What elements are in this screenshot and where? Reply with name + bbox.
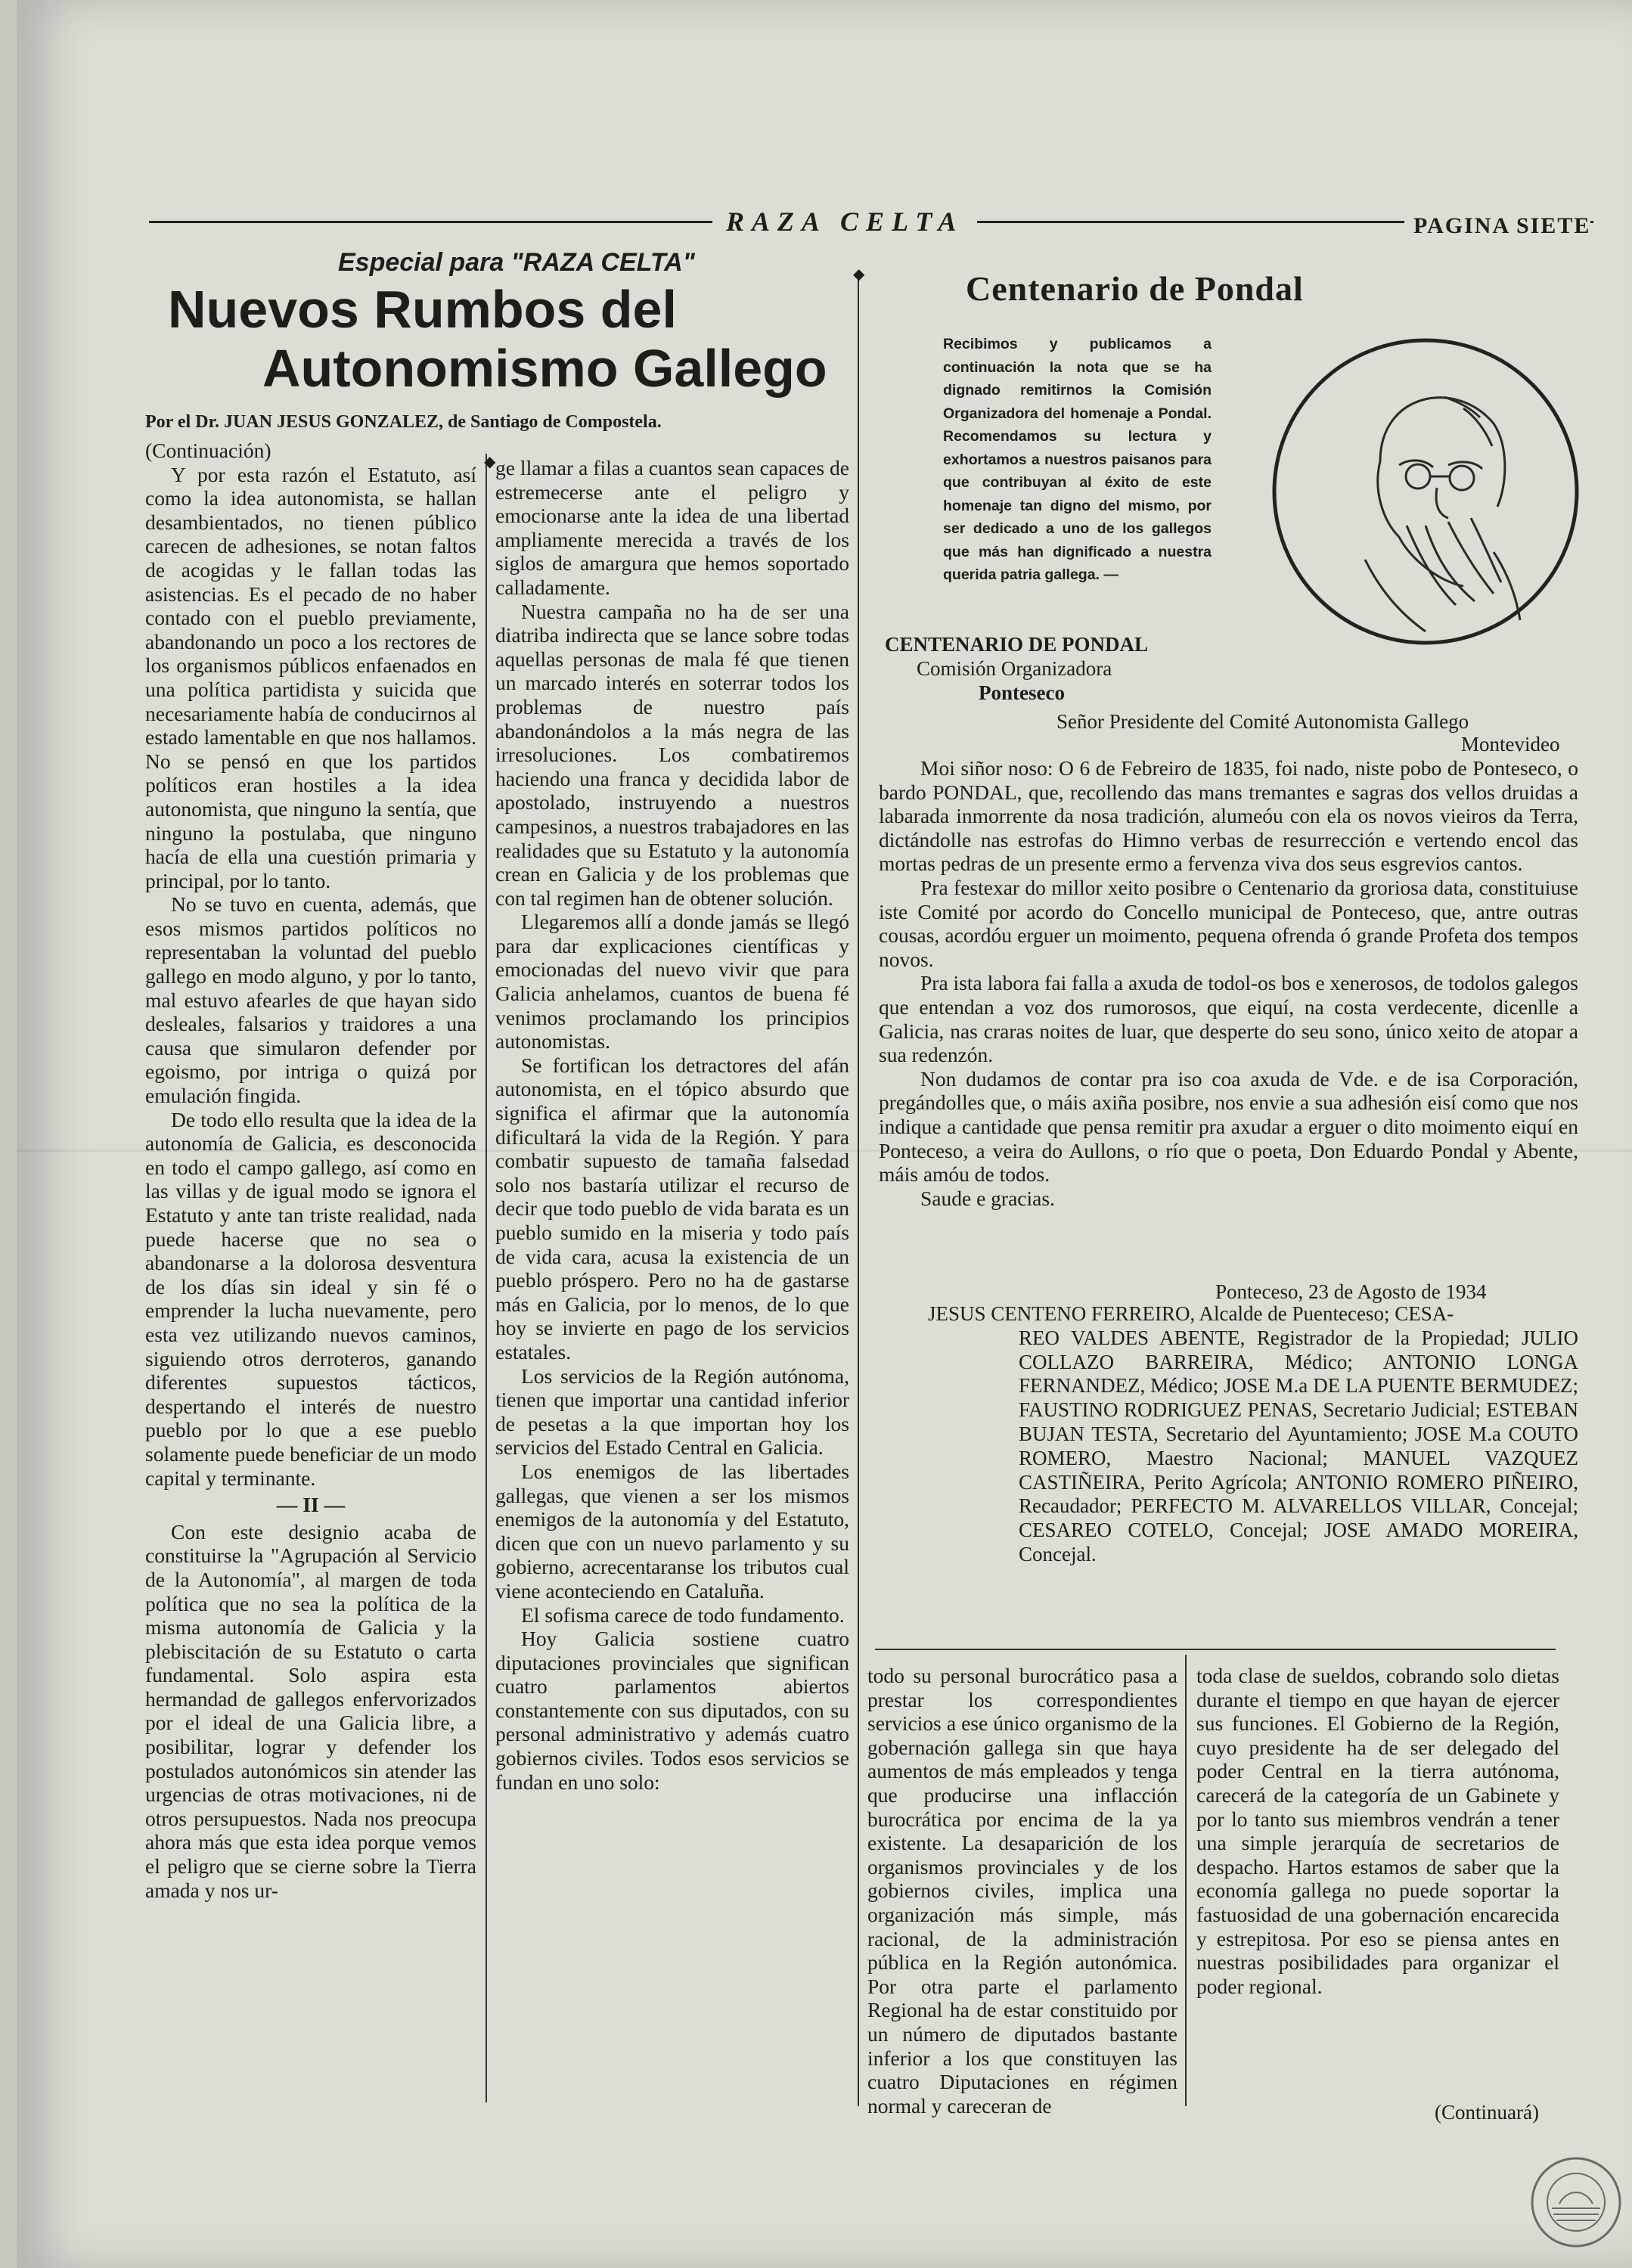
paragraph: todo su personal burocrático pasa a prestar los correspondientes servicios a ese único organismo de la gobernación gallega sin que haya aumentos de más empleados y tenga que producirse una inflacción burocrática por encima de la ya existente. La desaparición de los organismos provinciales y de los gobiernos civiles, implica una organización más simple, más racional, de la administración pública en la Región autonómica. Por otra parte el parlamento Regional ha de estar constituido por un número de diputados bastante inferior a los que constituyen las cuatro Diputaciones en régimen normal y careceran de [867,1664,1177,2118]
letterhead-place: Ponteseco [979,681,1065,704]
article-column-2 [495,456,849,2105]
letter-paragraph: Pra festexar do millor xeito posibre o Centenario da groriosa data, constituiuse iste Comité por acordo do Concello municipal de Ponteceso, que, antre outras cousas, acordóu erguer un moimento, pequena ofrenda ó grande Profeta dos tempos novos. [879,875,1578,971]
article-headline [168,280,860,398]
paragraph: Hoy Galicia sostiene cuatro diputaciones provinciales que significan cuatro parlamentos abiertos constantemente con sus diputados, con su personal administrativo y además cuatro gobiernos civiles. Todos esos servicios se fundan en uno solo: [495,1627,849,1794]
paragraph: Llegaremos allí a donde jamás se llegó para dar explicaciones científicas y emocionadas del nuevo vivir que para Galicia anhelamos, cuantos de buena fé venimos proclamando los principios autonomistas. [495,910,849,1053]
special-for-label: Especial para "RAZA CELTA" [338,248,695,277]
article-column-4 [1196,1664,1559,2087]
letter-signers [928,1302,1578,1567]
article-column-1 [145,439,476,2106]
signers-list: REO VALDES ABENTE, Registrador de la Propiedad; JULIO COLLAZO BARREIRA, Médico; ANTONIO LONGA FERNANDEZ, Médico; JOSE M.a DE LA PUENTE BERMUDEZ; FAUSTINO RODRIGUEZ PENAS, Secretario Judicial; ESTEBAN BUJAN TESTA, Secretario del Ayuntamiento; JOSE M.a COUTO ROMERO, Maestro Nacional; MANUEL VAZQUEZ CASTIÑEIRA, Perito Agrícola; ANTONIO ROMERO PIÑEIRO, Recaudador; PERFECTO M. ALVARELLOS VILLAR, Concejal; CESAREO COTELO, Concejal; JOSE AMADO MOREIRA, Concejal. [1019,1326,1578,1565]
section-number: — II — [276,1493,346,1517]
diamond-ornament: ◆ [853,266,865,283]
diamond-ornament: ◆ [484,454,496,470]
pondal-portrait-illustration [1267,333,1584,650]
letter-addressee-city: Montevideo [1461,733,1560,755]
continued-note: (Continuará) [1435,2101,1539,2124]
paragraph: No se tuvo en cuenta, además, que esos mismos partidos políticos no representaban la voluntad del pueblo gallego en modo alguno, y por lo tanto, mal estuvo afearles de que hayan sido desleales, falsarios y traidores a una causa que simularon defender por egoismo, por intriga o quizá por emulación fingida. [145,892,476,1108]
paragraph: Con este designio acaba de constituirse la "Agrupación al Servicio de la Autonomía", al margen de toda política que no sea la política de la misma autonomía de Galicia y la plebiscitación de su Estatuto o carta fundamental. Solo aspira esta hermandad de gallegos enfervorizados por el ideal de una Galicia libre, a posibilitar, lograr y defender los postulados autonómicos sin atender las urgencias de otras motivaciones, ni de otros persupuestos. Nada nos preocupa ahora más que esta idea porque vemos el peligro que se cierne sobre la Tierra amada y nos ur- [145,1519,476,1902]
left-column-rule [486,454,487,2102]
continuation-note: (Continuación) [145,439,271,462]
section-divider [875,1649,1556,1650]
right-column-rule [1185,1655,1187,2106]
paragraph: De todo ello resulta que la idea de la autonomía de Galicia, es desconocida en todo el campo gallego, así como en las villas y de igual modo se ignora el Estatuto y ante tan triste realidad, nada puede hacerse que no sea o abandonarse a la dolorosa desventura de los días sin ideal y sin fé o emprender la lucha nuevamente, pero esta vez utilizando nuevos caminos, siguiendo otros derroteros, ganando diferentes supuestos tácticos, despertando el interés de nuestro pueblo por lo que a ese pueblo solamente puede beneficiar de un modo capital y terminante. [145,1107,476,1490]
paragraph: El sofisma carece de todo fundamento. [521,1602,845,1627]
center-column-rule [858,272,859,2106]
headline-line-2: Autonomismo Gallego [262,339,827,398]
letter-paragraph: Saude e gracias. [920,1186,1055,1210]
paragraph: ge llamar a filas a cuantos sean capaces de estremecerse ante el peligro y emocionarse ante la idea de una libertad ampliamente merecida a través de los siglos de amargura que hemos soportado calladamente. [495,456,849,599]
paragraph: toda clase de sueldos, cobrando solo dietas durante el tiempo en que hayan de ejercer sus funciones. El Gobierno de la Región, cuyo presidente ha de ser delegado del poder Central en la tierra autónoma, carecerá de la categoría de un Gabinete y por lo tanto sus miembros vendrán a tener una simple jerarquía de secretarios de despacho. Hartos estamos de saber que la economía gallega no puede soportar la fastuosidad de una gobernación encarecida y estrepitosa. Por eso se piensa antes en nuestras posibilidades para organizar el poder regional. [1196,1664,1559,1998]
headline-line-1: Nuevos Rumbos del [168,280,677,339]
paragraph: Se fortifican los detractores del afán autonomista, en el tópico absurdo que significa el afirmar que la autonomía dificultará la vida de la Región. Y para combatir supuesto de tamaña falsedad solo nos bastaría utilizar el recurso de decir que todo pueblo de vida barata es un pueblo sumido en la miseria y todo país de vida cara, acusa la existencia de un pueblo próspero. Pero no ha de gastarse más en Galicia, por lo menos, de lo que hoy se invierte en pago de los servicios estatales. [495,1053,849,1364]
page-number-label: PAGINA SIETE [1404,213,1590,239]
article-byline: Por el Dr. JUAN JESUS GONZALEZ, de Santiago de Compostela. [145,412,662,432]
article-column-3 [867,1664,1177,2118]
paragraph: Los servicios de la Región autónoma, tienen que importar una cantidad inferior de pesetas a la que importan hoy los servicios del Estado Central en Galicia. [495,1364,849,1460]
letter-body [879,756,1578,1210]
newspaper-title: RAZA CELTA [712,206,977,237]
letter-addressee: Señor Presidente del Comité Autonomista Gallego [1056,710,1469,733]
letterhead-committee: Comisión Organizadora [917,657,1112,680]
centenario-intro: Recibimos y publicamos a continuación la nota que se ha dignado remitirnos la Comisión Organizadora del homenaje a Pondal. Recomendamos su lectura y exhortamos a nuestros paisanos para que contribuyan al éxito de este homenaje tan digno del mismo, por ser dedicado a uno de los gallegos que más han dignificado a nuestra querida patria gallega. — [943,336,1212,583]
letterhead-title: CENTENARIO DE PONDAL [885,633,1149,656]
letter-place-date: Ponteceso, 23 de Agosto de 1934 [1215,1280,1487,1303]
centenario-title: Centenario de Pondal [966,269,1304,308]
letter-paragraph: Moi siñor noso: O 6 de Febreiro de 1835, foi nado, niste pobo de Ponteseco, o bardo PONDAL, que, recollendo das mans tremantes e sagras dos vellos druidas a labarada inmorrente da nosa tradición, alumeóu con ela os novos vieiros da Terra, dictándolle nas estrofas do Himno verbas de resurrección e vertendo encol das mortas pedras de un presente ermo a fervenza viva dos seus esgrevios cantos. [879,756,1578,876]
signers-first-line: JESUS CENTENO FERREIRO, Alcalde de Puenteceso; CESA- [928,1302,1454,1325]
paragraph: Nuestra campaña no ha de ser una diatriba indirecta que se lance sobre todas aquellas personas de mala fé que tienen un marcado interés en soterrar todos los problemas de nuestro país abandonándolos a la más negra de las irresoluciones. Los combatiremos haciendo una franca y decidida labor de apostolado, instruyendo a nuestros campesinos, a nuestros trabajadores en las realidades que su Estatuto y la autonomía crean en Galicia y de los problemas que con tal regimen han de obtener solución. [495,599,849,910]
letter-paragraph: Non dudamos de contar pra iso coa axuda de Vde. e de isa Corporación, pregándolles que, o máis axiña posibre, nos envie a sua adhesión eisí como que nos indique a cantidade que pensa remitir pra axudar a erguer o dito moimento eiquí en Ponteceso, a veira do Aullons, o río que o poeta, Don Eduardo Pondal y Abente, máis amóu de todos. [879,1066,1578,1187]
paragraph: Los enemigos de las libertades gallegas, que vienen a ser los mismos enemigos de la autonomía y del Estatuto, dicen que con un nuevo parlamento y su gobierno, acrecentaranse los tributos cual viene aconteciendo en Cataluña. [495,1459,849,1602]
paragraph: Y por esta razón el Estatuto, así como la idea autonomista, se hallan desambientados, no tienen público carecen de adhesiones, se notan faltos de acogidas y le fallan todas las asistencias. Es el pecado de no haber contado con el pueblo previamente, abandonando un poco a los rectores de los organismos públicos enfaenados en una política partidista y suicida que necesariamente había de conducirnos al estado lamentable en que nos hallamos. No se pensó en que los partidos políticos eran hostiles a la idea autonomista, que ninguno la sentía, que ninguno la postulaba, que ninguno hacía de ella una cuestión primaria y principal, por lo tanto. [145,462,476,892]
letter-paragraph: Pra ista labora fai falla a axuda de todol-os bos e xenerosos, de todolos galegos que entendan a voz dos rumorosos, que eiquí, na costa verdecente, dicenlle a Galicia, nas craras noites de luar, que desperte do seu sono, único xeito de atopar a sua redenzón. [879,971,1578,1067]
academy-seal-stamp [1529,2155,1624,2250]
newspaper-page [17,0,1632,2268]
